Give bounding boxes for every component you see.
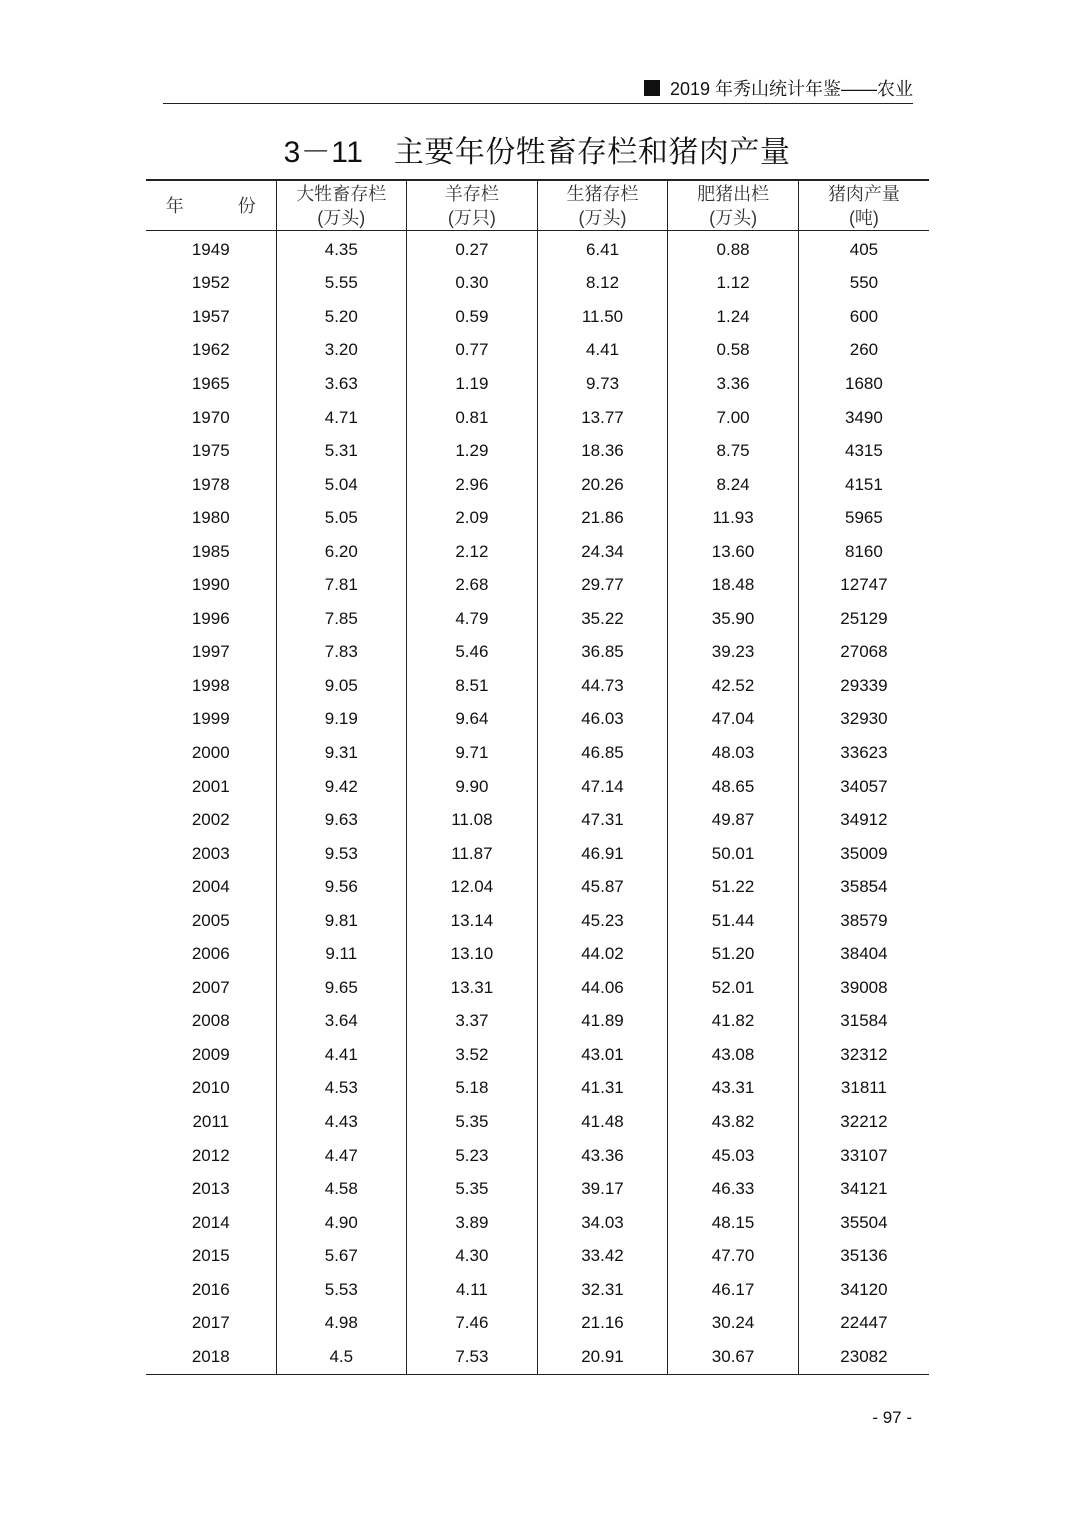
year-cell: 2009: [191, 1044, 230, 1064]
large-livestock-cell: 7.83: [276, 636, 407, 670]
column-header-unit: (万只): [447, 207, 496, 228]
hogs-slaughtered-cell: 7.00: [668, 401, 799, 435]
year-cell: 2004: [191, 877, 230, 897]
pig-stock-cell: 24.34: [537, 535, 668, 569]
year-cell: 1975: [191, 441, 230, 461]
pork-output-cell: 33623: [798, 736, 929, 770]
large-livestock-cell: 5.67: [276, 1239, 407, 1273]
sheep-cell: 2.96: [407, 468, 538, 502]
column-header-hogs-slaughtered: [668, 180, 799, 231]
table-header-row: [146, 180, 929, 231]
pork-output-cell: 31584: [798, 1005, 929, 1039]
hogs-slaughtered-cell: 30.67: [668, 1340, 799, 1374]
sheep-cell: 4.30: [407, 1239, 538, 1273]
table-row: [146, 334, 929, 368]
large-livestock-cell: 9.11: [276, 937, 407, 971]
pig-stock-cell: 46.91: [537, 837, 668, 871]
table-row: [146, 1005, 929, 1039]
pig-stock-cell: 45.87: [537, 870, 668, 904]
sheep-cell: 13.14: [407, 904, 538, 938]
hogs-slaughtered-cell: 49.87: [668, 803, 799, 837]
hogs-slaughtered-cell: 42.52: [668, 669, 799, 703]
pork-output-cell: 22447: [798, 1307, 929, 1341]
pig-stock-cell: 11.50: [537, 300, 668, 334]
pig-stock-cell: 34.03: [537, 1206, 668, 1240]
large-livestock-cell: 7.85: [276, 602, 407, 636]
pork-output-cell: 405: [798, 231, 929, 267]
sheep-cell: 11.87: [407, 837, 538, 871]
large-livestock-cell: 4.35: [276, 231, 407, 267]
pig-stock-cell: 41.48: [537, 1105, 668, 1139]
sheep-cell: 4.11: [407, 1273, 538, 1307]
page-number: - 97 -: [872, 1408, 912, 1427]
column-header-pig-stock: [537, 180, 668, 231]
column-header-sheep: [407, 180, 538, 231]
sheep-cell: 12.04: [407, 870, 538, 904]
large-livestock-cell: 3.20: [276, 334, 407, 368]
large-livestock-cell: 5.31: [276, 434, 407, 468]
table-row: [146, 971, 929, 1005]
pig-stock-cell: 39.17: [537, 1172, 668, 1206]
pig-stock-cell: 47.31: [537, 803, 668, 837]
column-header-unit: (万头): [317, 207, 366, 228]
pig-stock-cell: 4.41: [537, 334, 668, 368]
table-row: [146, 1105, 929, 1139]
sheep-cell: 5.35: [407, 1105, 538, 1139]
column-header-large-livestock: [276, 180, 407, 231]
year-cell: 2011: [192, 1111, 230, 1131]
large-livestock-cell: 9.31: [276, 736, 407, 770]
hogs-slaughtered-cell: 35.90: [668, 602, 799, 636]
table-row: [146, 937, 929, 971]
sheep-cell: 3.52: [407, 1038, 538, 1072]
pork-output-cell: 39008: [798, 971, 929, 1005]
year-cell: 1985: [191, 541, 230, 561]
hogs-slaughtered-cell: 13.60: [668, 535, 799, 569]
year-cell: 1997: [191, 642, 230, 662]
table-row: [146, 803, 929, 837]
hogs-slaughtered-cell: 43.31: [668, 1072, 799, 1106]
pig-stock-cell: 46.85: [537, 736, 668, 770]
hogs-slaughtered-cell: 1.24: [668, 300, 799, 334]
hogs-slaughtered-cell: 52.01: [668, 971, 799, 1005]
pig-stock-cell: 33.42: [537, 1239, 668, 1273]
pork-output-cell: 34057: [798, 770, 929, 804]
pork-output-cell: 4151: [798, 468, 929, 502]
large-livestock-cell: 4.90: [276, 1206, 407, 1240]
sheep-cell: 1.19: [407, 367, 538, 401]
pork-output-cell: 8160: [798, 535, 929, 569]
pork-output-cell: 35009: [798, 837, 929, 871]
pig-stock-cell: 8.12: [537, 267, 668, 301]
year-cell: 2005: [191, 910, 230, 930]
pig-stock-cell: 36.85: [537, 636, 668, 670]
hogs-slaughtered-cell: 43.82: [668, 1105, 799, 1139]
pig-stock-cell: 44.02: [537, 937, 668, 971]
hogs-slaughtered-cell: 51.22: [668, 870, 799, 904]
pig-stock-cell: 9.73: [537, 367, 668, 401]
large-livestock-cell: 5.04: [276, 468, 407, 502]
column-header-pork-output: [798, 180, 929, 231]
hogs-slaughtered-cell: 48.65: [668, 770, 799, 804]
large-livestock-cell: 9.05: [276, 669, 407, 703]
column-header-label: 肥猪出栏: [697, 183, 770, 204]
pork-output-cell: 33107: [798, 1139, 929, 1173]
sheep-cell: 2.09: [407, 501, 538, 535]
pig-stock-cell: 41.89: [537, 1005, 668, 1039]
page-title: 3－11 主要年份牲畜存栏和猪肉产量: [283, 136, 791, 169]
pig-stock-cell: 43.01: [537, 1038, 668, 1072]
year-cell: 2015: [191, 1246, 230, 1266]
running-header-text: 2019 年秀山统计年鉴——农业: [669, 78, 913, 99]
sheep-cell: 0.27: [407, 231, 538, 267]
pork-output-cell: 1680: [798, 367, 929, 401]
pork-output-cell: 12747: [798, 568, 929, 602]
pig-stock-cell: 13.77: [537, 401, 668, 435]
table-row: [146, 1072, 929, 1106]
large-livestock-cell: 4.98: [276, 1307, 407, 1341]
column-header-label: 羊存栏: [444, 183, 499, 204]
year-cell: 2003: [191, 843, 230, 863]
year-cell: 2008: [191, 1011, 230, 1031]
column-header-unit: (万头): [578, 207, 627, 228]
column-header-label: 猪肉产量: [827, 183, 900, 204]
large-livestock-cell: 7.81: [276, 568, 407, 602]
pork-output-cell: 5965: [798, 501, 929, 535]
large-livestock-cell: 5.53: [276, 1273, 407, 1307]
hogs-slaughtered-cell: 46.17: [668, 1273, 799, 1307]
table-row: [146, 367, 929, 401]
running-header: [163, 76, 913, 104]
large-livestock-cell: 9.56: [276, 870, 407, 904]
table-row: [146, 870, 929, 904]
hogs-slaughtered-cell: 43.08: [668, 1038, 799, 1072]
pork-output-cell: 4315: [798, 434, 929, 468]
year-cell: 1978: [191, 474, 230, 494]
table-row: [146, 468, 929, 502]
table-row: [146, 703, 929, 737]
table-row: [146, 1206, 929, 1240]
sheep-cell: 1.29: [407, 434, 538, 468]
table-row: [146, 1340, 929, 1374]
pork-output-cell: 550: [798, 267, 929, 301]
pork-output-cell: 34912: [798, 803, 929, 837]
sheep-cell: 13.31: [407, 971, 538, 1005]
hogs-slaughtered-cell: 48.15: [668, 1206, 799, 1240]
hogs-slaughtered-cell: 8.24: [668, 468, 799, 502]
table-row: [146, 300, 929, 334]
sheep-cell: 5.46: [407, 636, 538, 670]
table-row: [146, 1307, 929, 1341]
pork-output-cell: 23082: [798, 1340, 929, 1374]
column-header-unit: (万头): [709, 207, 758, 228]
sheep-cell: 3.37: [407, 1005, 538, 1039]
hogs-slaughtered-cell: 8.75: [668, 434, 799, 468]
hogs-slaughtered-cell: 51.44: [668, 904, 799, 938]
large-livestock-cell: 4.43: [276, 1105, 407, 1139]
pork-output-cell: 34120: [798, 1273, 929, 1307]
sheep-cell: 0.81: [407, 401, 538, 435]
large-livestock-cell: 6.20: [276, 535, 407, 569]
year-cell: 2001: [191, 776, 230, 796]
sheep-cell: 3.89: [407, 1206, 538, 1240]
year-cell: 1998: [191, 675, 230, 695]
table-row: [146, 501, 929, 535]
table-row: [146, 231, 929, 267]
sheep-cell: 4.79: [407, 602, 538, 636]
pig-stock-cell: 43.36: [537, 1139, 668, 1173]
sheep-cell: 7.53: [407, 1340, 538, 1374]
pig-stock-cell: 35.22: [537, 602, 668, 636]
year-cell: 2012: [191, 1145, 230, 1165]
large-livestock-cell: 3.63: [276, 367, 407, 401]
table-row: [146, 636, 929, 670]
year-cell: 1962: [191, 340, 230, 360]
hogs-slaughtered-cell: 47.04: [668, 703, 799, 737]
sheep-cell: 9.64: [407, 703, 538, 737]
table-row: [146, 535, 929, 569]
pork-output-cell: 3490: [798, 401, 929, 435]
hogs-slaughtered-cell: 39.23: [668, 636, 799, 670]
pork-output-cell: 31811: [798, 1072, 929, 1106]
year-cell: 1996: [191, 608, 230, 628]
pork-output-cell: 32312: [798, 1038, 929, 1072]
hogs-slaughtered-cell: 1.12: [668, 267, 799, 301]
hogs-slaughtered-cell: 11.93: [668, 501, 799, 535]
table-row: [146, 1172, 929, 1206]
pig-stock-cell: 47.14: [537, 770, 668, 804]
year-cell: 1949: [191, 239, 230, 259]
table-row: [146, 267, 929, 301]
pork-output-cell: 38404: [798, 937, 929, 971]
table-row: [146, 1139, 929, 1173]
sheep-cell: 2.68: [407, 568, 538, 602]
table-row: [146, 1239, 929, 1273]
large-livestock-cell: 9.42: [276, 770, 407, 804]
large-livestock-cell: 4.5: [276, 1340, 407, 1374]
large-livestock-cell: 9.81: [276, 904, 407, 938]
large-livestock-cell: 9.65: [276, 971, 407, 1005]
large-livestock-cell: 5.20: [276, 300, 407, 334]
year-cell: 1970: [191, 407, 230, 427]
large-livestock-cell: 4.58: [276, 1172, 407, 1206]
year-cell: 2018: [191, 1346, 230, 1366]
pig-stock-cell: 6.41: [537, 231, 668, 267]
table-row: [146, 602, 929, 636]
column-header-label: 年 份: [165, 195, 274, 216]
large-livestock-cell: 4.71: [276, 401, 407, 435]
pork-output-cell: 35854: [798, 870, 929, 904]
table-row: [146, 568, 929, 602]
large-livestock-cell: 3.64: [276, 1005, 407, 1039]
year-cell: 2000: [191, 742, 230, 762]
sheep-cell: 9.71: [407, 736, 538, 770]
pork-output-cell: 34121: [798, 1172, 929, 1206]
year-cell: 2006: [191, 944, 230, 964]
table-row: [146, 1038, 929, 1072]
pig-stock-cell: 21.16: [537, 1307, 668, 1341]
hogs-slaughtered-cell: 30.24: [668, 1307, 799, 1341]
table-row: [146, 669, 929, 703]
pork-output-cell: 32930: [798, 703, 929, 737]
pig-stock-cell: 44.06: [537, 971, 668, 1005]
sheep-cell: 13.10: [407, 937, 538, 971]
sheep-cell: 0.59: [407, 300, 538, 334]
sheep-cell: 5.18: [407, 1072, 538, 1106]
large-livestock-cell: 4.53: [276, 1072, 407, 1106]
table-row: [146, 904, 929, 938]
large-livestock-cell: 5.55: [276, 267, 407, 301]
pig-stock-cell: 20.91: [537, 1340, 668, 1374]
sheep-cell: 0.30: [407, 267, 538, 301]
table-row: [146, 401, 929, 435]
pork-output-cell: 25129: [798, 602, 929, 636]
hogs-slaughtered-cell: 3.36: [668, 367, 799, 401]
hogs-slaughtered-cell: 45.03: [668, 1139, 799, 1173]
year-cell: 2014: [191, 1212, 230, 1232]
pig-stock-cell: 45.23: [537, 904, 668, 938]
year-cell: 1999: [191, 709, 230, 729]
sheep-cell: 8.51: [407, 669, 538, 703]
pork-output-cell: 35136: [798, 1239, 929, 1273]
column-header-label: 大牲畜存栏: [296, 183, 387, 204]
pork-output-cell: 38579: [798, 904, 929, 938]
hogs-slaughtered-cell: 48.03: [668, 736, 799, 770]
pork-output-cell: 600: [798, 300, 929, 334]
hogs-slaughtered-cell: 46.33: [668, 1172, 799, 1206]
livestock-table: [146, 179, 929, 1375]
table-row: [146, 837, 929, 871]
year-cell: 2013: [191, 1179, 230, 1199]
year-cell: 2007: [191, 977, 230, 997]
hogs-slaughtered-cell: 18.48: [668, 568, 799, 602]
pork-output-cell: 35504: [798, 1206, 929, 1240]
sheep-cell: 11.08: [407, 803, 538, 837]
year-cell: 2017: [191, 1313, 230, 1333]
table-row: [146, 1273, 929, 1307]
large-livestock-cell: 9.19: [276, 703, 407, 737]
large-livestock-cell: 5.05: [276, 501, 407, 535]
pork-output-cell: 29339: [798, 669, 929, 703]
pig-stock-cell: 29.77: [537, 568, 668, 602]
hogs-slaughtered-cell: 47.70: [668, 1239, 799, 1273]
hogs-slaughtered-cell: 41.82: [668, 1005, 799, 1039]
pig-stock-cell: 20.26: [537, 468, 668, 502]
hogs-slaughtered-cell: 50.01: [668, 837, 799, 871]
pig-stock-cell: 32.31: [537, 1273, 668, 1307]
sheep-cell: 5.23: [407, 1139, 538, 1173]
pig-stock-cell: 41.31: [537, 1072, 668, 1106]
pig-stock-cell: 21.86: [537, 501, 668, 535]
pig-stock-cell: 44.73: [537, 669, 668, 703]
hogs-slaughtered-cell: 51.20: [668, 937, 799, 971]
sheep-cell: 2.12: [407, 535, 538, 569]
hogs-slaughtered-cell: 0.88: [668, 231, 799, 267]
year-cell: 1990: [191, 575, 230, 595]
pork-output-cell: 32212: [798, 1105, 929, 1139]
year-cell: 1980: [191, 508, 230, 528]
column-header-unit: (吨): [848, 207, 879, 228]
year-cell: 1957: [191, 306, 230, 326]
table-row: [146, 736, 929, 770]
sheep-cell: 9.90: [407, 770, 538, 804]
large-livestock-cell: 4.47: [276, 1139, 407, 1173]
large-livestock-cell: 4.41: [276, 1038, 407, 1072]
year-cell: 1952: [191, 273, 230, 293]
table-body: [146, 231, 929, 1375]
year-cell: 2010: [191, 1078, 230, 1098]
year-cell: 2002: [191, 810, 230, 830]
large-livestock-cell: 9.63: [276, 803, 407, 837]
year-cell: 2016: [191, 1279, 230, 1299]
hogs-slaughtered-cell: 0.58: [668, 334, 799, 368]
table-row: [146, 770, 929, 804]
large-livestock-cell: 9.53: [276, 837, 407, 871]
column-header-label: 生猪存栏: [566, 183, 639, 204]
table-row: [146, 434, 929, 468]
sheep-cell: 7.46: [407, 1307, 538, 1341]
pork-output-cell: 260: [798, 334, 929, 368]
pork-output-cell: 27068: [798, 636, 929, 670]
column-header-year: [146, 180, 276, 231]
sheep-cell: 0.77: [407, 334, 538, 368]
pig-stock-cell: 46.03: [537, 703, 668, 737]
year-cell: 1965: [191, 373, 230, 393]
sheep-cell: 5.35: [407, 1172, 538, 1206]
black-square-icon: [644, 80, 660, 96]
pig-stock-cell: 18.36: [537, 434, 668, 468]
